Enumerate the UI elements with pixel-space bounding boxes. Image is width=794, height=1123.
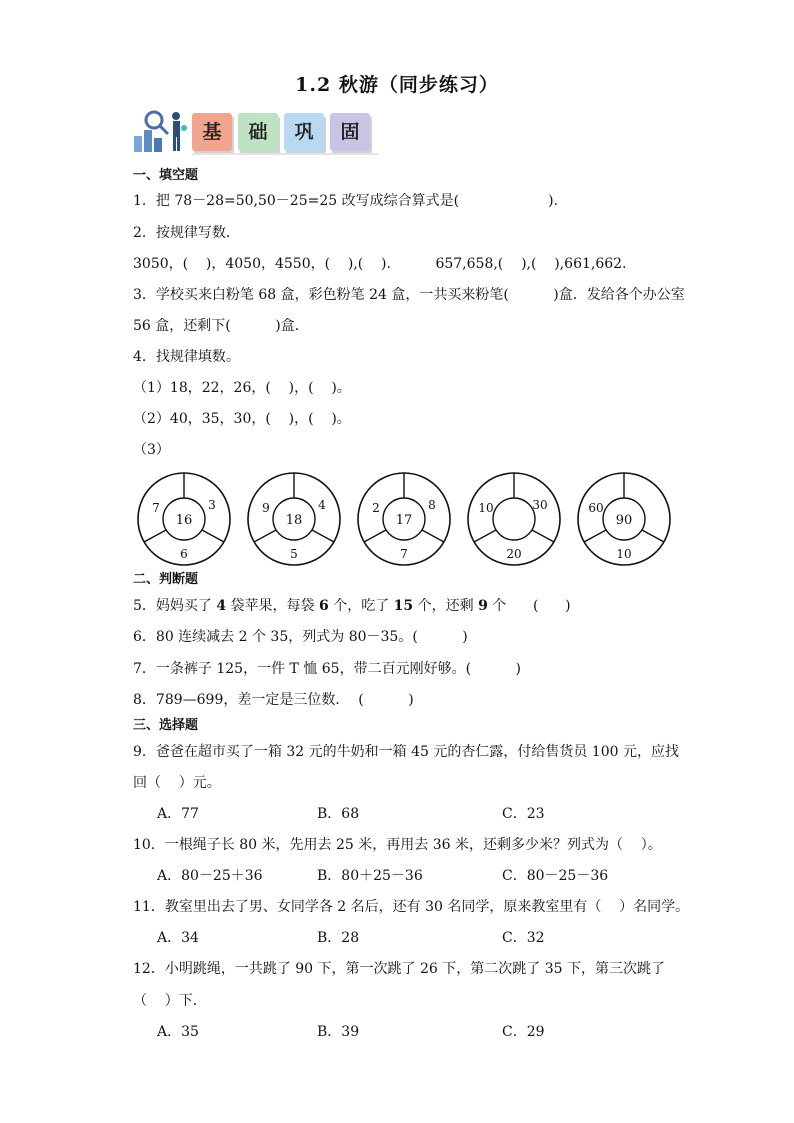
wheel-bottom-value: 10 <box>616 547 632 561</box>
section-banner <box>132 108 382 156</box>
wheel-center-value: 18 <box>285 513 303 528</box>
question-2-sequence: 3050，( )，4050，4550，( ),( ). 657,658,( ),( ),661,662. <box>133 256 627 272</box>
q5-number: 9 <box>478 598 488 614</box>
question-3-line2: 56 盒，还剩下( )盒． <box>133 318 309 334</box>
q5-text: 个，还剩 <box>413 598 479 614</box>
question-2: 2．按规律写数． <box>133 225 240 241</box>
question-1: 1．把 78－28=50,50－25=25 改写成综合算式是( ). <box>133 193 558 209</box>
wheel-center-value: 90 <box>615 513 633 528</box>
question-4-part-1: （1）18，22，26，( )，( )。 <box>133 380 351 396</box>
wheel-right-value: 8 <box>428 498 436 512</box>
page-title: 1.2 秋游（同步练习） <box>295 74 499 96</box>
q5-text: 袋苹果，每袋 <box>226 598 320 614</box>
question-9-line1: 9．爸爸在超市买了一箱 32 元的牛奶和一箱 45 元的杏仁露，付给售货员 100 元，应找 <box>133 744 679 760</box>
wheel-center-value: 16 <box>175 513 193 528</box>
banner-tile-chu: 础 <box>238 113 278 151</box>
wheel-left-value: 9 <box>262 501 270 515</box>
study-figure-icon <box>132 108 190 156</box>
q10-option-b: B．80＋25－36 <box>317 868 423 884</box>
q9-option-a: A．77 <box>157 806 199 822</box>
number-wheel <box>136 471 232 567</box>
wheel-right-value: 3 <box>208 498 216 512</box>
section-judge-heading: 二、判断题 <box>133 572 199 587</box>
banner-underline <box>192 153 378 155</box>
section-fill-heading: 一、填空题 <box>133 168 199 183</box>
question-12-line1: 12．小明跳绳，一共跳了 90 下，第一次跳了 26 下，第二次跳了 35 下，第三次跳了 <box>133 961 665 977</box>
q5-text: 个，吃了 <box>328 598 394 614</box>
q11-option-a: A．34 <box>157 930 199 946</box>
question-5 <box>133 597 571 615</box>
question-4-part-2: （2）40，35，30，( )，( )。 <box>133 411 351 427</box>
question-9-line2: 回（ ）元。 <box>133 775 221 791</box>
q11-option-c: C．32 <box>502 930 545 946</box>
number-wheel <box>356 471 452 567</box>
q12-option-b: B．39 <box>317 1024 360 1040</box>
q5-number: 15 <box>393 598 414 614</box>
q5-number: 6 <box>319 598 329 614</box>
question-3-line1: 3．学校买来白粉笔 68 盒，彩色粉笔 24 盒，一共买来粉笔( )盒．发给各个办公室 <box>133 287 685 303</box>
wheel-left-value: 7 <box>152 501 160 515</box>
wheel-left-value: 60 <box>588 501 604 515</box>
q9-option-b: B．68 <box>317 806 360 822</box>
wheel-bottom-value: 5 <box>290 547 298 561</box>
wheel-right-value: 30 <box>532 498 548 512</box>
question-8: 8．789—699，差一定是三位数． ( ) <box>133 692 414 708</box>
question-4-part-3: （3） <box>133 442 170 458</box>
banner-tile-gong: 巩 <box>284 113 324 151</box>
question-7: 7．一条裤子 125，一件 T 恤 65，带二百元刚好够。( ) <box>133 661 522 677</box>
q5-number: 4 <box>216 598 227 614</box>
question-6: 6．80 连续减去 2 个 35，列式为 80－35。( ) <box>133 629 468 645</box>
q10-option-c: C．80－25－36 <box>502 868 609 884</box>
question-4: 4．找规律填数。 <box>133 349 240 365</box>
wheel-right-value: 4 <box>318 498 326 512</box>
q10-option-a: A．80－25＋36 <box>157 868 263 884</box>
q12-option-a: A．35 <box>157 1024 199 1040</box>
q12-option-c: C．29 <box>502 1024 545 1040</box>
q5-text: 5．妈妈买了 <box>133 598 217 614</box>
number-wheel <box>576 471 672 567</box>
section-choice-heading: 三、选择题 <box>133 718 199 733</box>
banner-tile-ji: 基 <box>192 113 232 151</box>
number-wheel <box>466 471 562 567</box>
wheel-left-value: 10 <box>478 501 494 515</box>
question-11: 11．教室里出去了男、女同学各 2 名后，还有 30 名同学，原来教室里有（ ）名同学。 <box>133 899 690 915</box>
wheel-bottom-value: 20 <box>506 547 522 561</box>
q11-option-b: B．28 <box>317 930 360 946</box>
number-wheel <box>246 471 342 567</box>
wheel-bottom-value: 7 <box>400 547 408 561</box>
wheel-center-value: 17 <box>395 513 413 528</box>
wheel-left-value: 2 <box>372 501 380 515</box>
q9-option-c: C．23 <box>502 806 545 822</box>
question-12-line2: （ ）下． <box>133 993 207 1009</box>
q5-text: 个 ( ) <box>487 598 571 614</box>
banner-tile-gu: 固 <box>330 113 370 151</box>
wheel-bottom-value: 6 <box>180 547 188 561</box>
question-10: 10．一根绳子长 80 米，先用去 25 米，再用去 36 米，还剩多少米？列式为（ ）。 <box>133 837 662 853</box>
number-wheels <box>136 471 676 567</box>
